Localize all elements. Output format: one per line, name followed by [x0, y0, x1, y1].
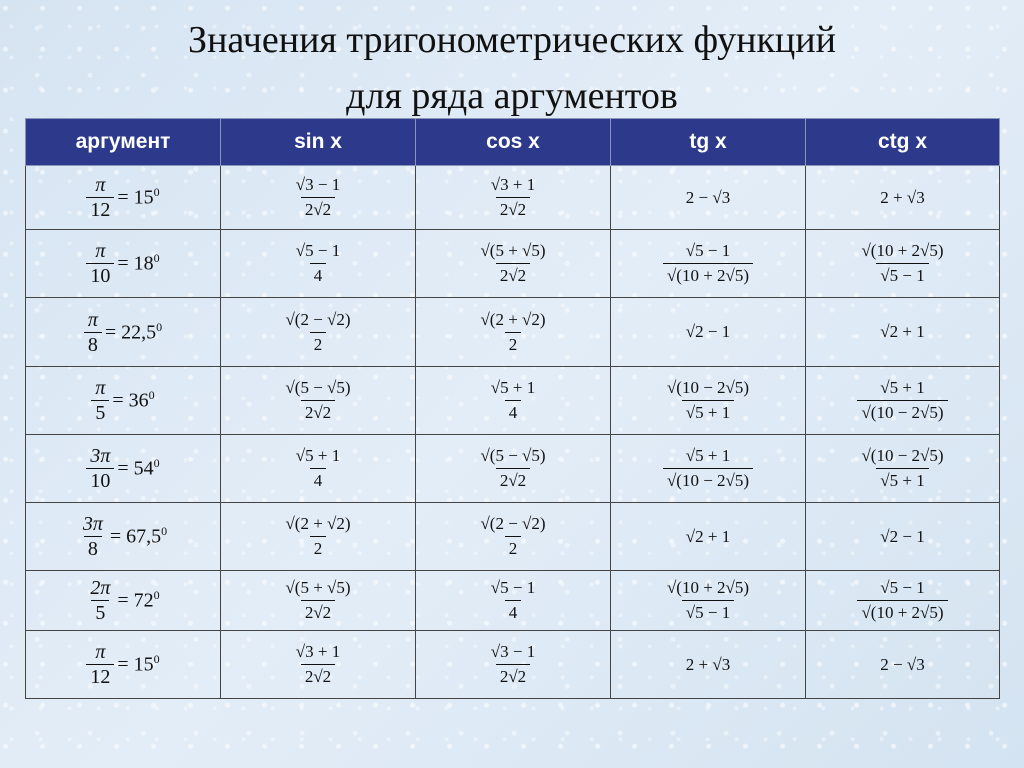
fraction-denominator: 2√2: [301, 400, 335, 423]
table-row: [26, 166, 1000, 230]
tg-fraction: [663, 378, 753, 423]
fraction-denominator: 2: [505, 536, 522, 559]
header-argument: аргумент: [26, 119, 221, 166]
fraction-numerator: √(2 + √2): [480, 309, 546, 329]
fraction-numerator: √5 − 1: [880, 578, 925, 597]
cos-fraction: [487, 642, 539, 687]
header-row: [26, 119, 1000, 166]
tg-value-cell: [611, 298, 806, 367]
ctg-value-cell: [806, 631, 1000, 699]
fraction-numerator: √5 − 1: [685, 241, 731, 260]
argument-degree-value: = 22,5: [104, 321, 157, 344]
fraction-numerator: √(10 − 2√5): [861, 446, 944, 465]
fraction-denominator: √(10 + 2√5): [663, 263, 753, 286]
argument-cell: [26, 571, 221, 631]
argument-degree-value: = 15: [117, 186, 154, 209]
argument-cell: [26, 503, 221, 571]
tg-value-cell: [611, 571, 806, 631]
fraction-numerator: √(5 + √5): [285, 578, 351, 597]
table-row: [26, 435, 1000, 503]
ctg-value-cell: [806, 298, 1000, 367]
fraction-numerator: √3 + 1: [490, 175, 536, 194]
argument-degree-value: = 72: [117, 589, 154, 612]
ctg-value: 2 + √3: [880, 187, 925, 207]
ctg-value-cell: [806, 503, 1000, 571]
argument-fraction: [86, 446, 114, 491]
fraction-denominator: 4: [310, 263, 327, 286]
fraction-numerator: √5 − 1: [295, 241, 341, 260]
sin-value-cell: [221, 571, 416, 631]
fraction-numerator: √(5 − √5): [480, 446, 546, 465]
argument-expression: [86, 446, 159, 491]
fraction-numerator: √(2 + √2): [285, 514, 351, 533]
cos-value-cell: [416, 503, 611, 571]
argument-degrees: [117, 251, 159, 276]
fraction-numerator: √3 − 1: [490, 642, 536, 661]
tg-value: 2 − √3: [685, 187, 731, 207]
fraction-numerator: √5 + 1: [880, 378, 925, 397]
degree-mark: 0: [153, 251, 160, 266]
sin-fraction: [281, 378, 354, 423]
fraction-numerator: √(2 − √2): [480, 514, 546, 533]
fraction-denominator: 2√2: [301, 664, 335, 687]
fraction-denominator: 2√2: [496, 263, 530, 286]
fraction-denominator: √5 − 1: [682, 600, 734, 623]
argument-denominator: 12: [86, 664, 114, 687]
argument-cell: [26, 631, 221, 699]
argument-denominator: 8: [84, 536, 102, 559]
argument-degrees: [117, 185, 159, 210]
argument-degrees: [117, 652, 159, 677]
argument-degree-value: = 15: [117, 653, 154, 676]
sin-fraction: [292, 241, 344, 286]
cos-fraction: [476, 446, 549, 491]
argument-degree-value: = 54: [117, 457, 154, 480]
argument-fraction: [86, 175, 114, 220]
sin-fraction: [292, 642, 344, 687]
fraction-numerator: √3 + 1: [295, 642, 341, 661]
argument-expression: [84, 310, 162, 355]
sin-value-cell: [221, 367, 416, 435]
argument-fraction: [79, 514, 107, 559]
fraction-denominator: √5 + 1: [682, 400, 734, 423]
fraction-numerator: √5 + 1: [490, 378, 536, 397]
fraction-numerator: √(10 + 2√5): [666, 578, 750, 597]
table-row: [26, 503, 1000, 571]
table-body: [26, 166, 1000, 699]
ctg-value-cell: [806, 367, 1000, 435]
cos-value-cell: [416, 230, 611, 298]
ctg-value-cell: [806, 435, 1000, 503]
fraction-numerator: √(10 + 2√5): [861, 241, 944, 260]
argument-numerator: 3π: [82, 513, 103, 535]
argument-degree-value: = 36: [112, 389, 149, 412]
fraction-numerator: √(5 + √5): [480, 241, 546, 260]
fraction-denominator: 2√2: [496, 664, 530, 687]
argument-numerator: π: [95, 377, 106, 399]
fraction-numerator: √5 + 1: [685, 446, 731, 465]
tg-value: √2 − 1: [685, 322, 731, 341]
fraction-denominator: 2√2: [301, 197, 335, 220]
header-tg: tg x: [611, 119, 806, 166]
cos-value-cell: [416, 166, 611, 230]
fraction-numerator: √5 + 1: [295, 446, 341, 465]
sin-value-cell: [221, 230, 416, 298]
argument-degrees: [110, 524, 167, 549]
cos-value-cell: [416, 631, 611, 699]
fraction-denominator: √(10 − 2√5): [857, 400, 947, 423]
argument-fraction: [84, 310, 102, 355]
degree-mark: 0: [148, 388, 155, 403]
page-title-line1: Значения тригонометрических функций: [188, 19, 836, 61]
tg-fraction: [663, 241, 753, 286]
header-ctg: ctg x: [806, 119, 1000, 166]
argument-expression: [86, 241, 159, 286]
ctg-fraction: [857, 446, 947, 491]
argument-denominator: 12: [86, 197, 114, 220]
argument-denominator: 8: [84, 332, 102, 355]
fraction-denominator: 4: [505, 400, 522, 423]
degree-mark: 0: [153, 185, 160, 200]
sin-fraction: [281, 310, 354, 355]
argument-cell: [26, 166, 221, 230]
argument-numerator: π: [95, 174, 106, 196]
argument-denominator: 5: [91, 600, 109, 623]
sin-fraction: [292, 175, 344, 220]
degree-mark: 0: [153, 588, 160, 603]
cos-value-cell: [416, 435, 611, 503]
argument-fraction: [86, 642, 114, 687]
ctg-value: 2 − √3: [880, 654, 925, 674]
ctg-value: √2 + 1: [880, 322, 925, 341]
cos-fraction: [487, 378, 539, 423]
tg-value-cell: [611, 631, 806, 699]
fraction-denominator: 2√2: [496, 197, 530, 220]
cos-fraction: [476, 241, 549, 286]
degree-mark: 0: [156, 319, 163, 334]
fraction-denominator: 2: [505, 332, 522, 355]
argument-cell: [26, 298, 221, 367]
tg-value: √2 + 1: [685, 526, 731, 546]
fraction-denominator: √5 + 1: [876, 468, 928, 491]
fraction-numerator: √(5 − √5): [285, 378, 351, 397]
cos-value-cell: [416, 367, 611, 435]
sin-value-cell: [221, 435, 416, 503]
ctg-value: √2 − 1: [880, 526, 925, 546]
fraction-numerator: √(2 − √2): [285, 309, 351, 329]
argument-cell: [26, 230, 221, 298]
argument-fraction: [86, 578, 114, 623]
fraction-denominator: 4: [505, 600, 522, 623]
cos-fraction: [476, 514, 549, 559]
fraction-denominator: √(10 + 2√5): [857, 600, 947, 623]
cos-value-cell: [416, 298, 611, 367]
argument-degrees: [105, 320, 162, 345]
argument-degrees: [117, 588, 159, 613]
cos-fraction: [476, 310, 549, 355]
cos-fraction: [487, 578, 539, 623]
table-row: [26, 230, 1000, 298]
argument-fraction: [86, 241, 114, 286]
fraction-denominator: 2√2: [496, 468, 530, 491]
fraction-denominator: 2√2: [301, 600, 335, 623]
fraction-numerator: √3 − 1: [295, 175, 341, 194]
argument-numerator: π: [87, 308, 98, 331]
argument-denominator: 10: [86, 468, 114, 491]
tg-value-cell: [611, 230, 806, 298]
fraction-denominator: 2: [310, 536, 327, 559]
argument-degree-value: = 67,5: [109, 525, 162, 548]
fraction-denominator: √5 − 1: [876, 263, 928, 286]
tg-fraction: [663, 578, 753, 623]
fraction-denominator: √(10 − 2√5): [663, 468, 753, 491]
sin-value-cell: [221, 631, 416, 699]
argument-denominator: 10: [86, 263, 114, 286]
degree-mark: 0: [153, 652, 160, 667]
ctg-fraction: [857, 578, 947, 623]
argument-expression: [91, 378, 154, 423]
table-row: [26, 631, 1000, 699]
fraction-denominator: 2: [310, 332, 327, 355]
sin-fraction: [292, 446, 344, 491]
sin-fraction: [281, 578, 354, 623]
ctg-fraction: [857, 378, 947, 423]
header-sin: sin x: [221, 119, 416, 166]
argument-degrees: [117, 456, 159, 481]
argument-expression: [86, 642, 159, 687]
ctg-value-cell: [806, 230, 1000, 298]
degree-mark: 0: [153, 456, 160, 471]
argument-cell: [26, 367, 221, 435]
cos-fraction: [487, 175, 539, 220]
table-row: [26, 367, 1000, 435]
tg-value-cell: [611, 503, 806, 571]
ctg-fraction: [857, 241, 947, 286]
fraction-numerator: √5 − 1: [490, 578, 536, 597]
tg-fraction: [663, 446, 753, 491]
trig-values-table: [25, 118, 1000, 699]
fraction-denominator: 4: [310, 468, 327, 491]
argument-fraction: [91, 378, 109, 423]
argument-numerator: π: [95, 240, 106, 262]
argument-degrees: [112, 388, 154, 413]
fraction-numerator: √(10 − 2√5): [666, 378, 750, 397]
sin-value-cell: [221, 166, 416, 230]
argument-numerator: 2π: [90, 577, 111, 599]
argument-numerator: π: [95, 641, 106, 663]
argument-expression: [86, 578, 159, 623]
ctg-value-cell: [806, 571, 1000, 631]
table-row: [26, 571, 1000, 631]
degree-mark: 0: [161, 524, 168, 539]
table-row: [26, 298, 1000, 367]
tg-value-cell: [611, 435, 806, 503]
sin-value-cell: [221, 503, 416, 571]
tg-value-cell: [611, 367, 806, 435]
argument-denominator: 5: [91, 400, 109, 423]
sin-fraction: [281, 514, 354, 559]
tg-value: 2 + √3: [685, 654, 731, 674]
argument-expression: [79, 514, 167, 559]
sin-value-cell: [221, 298, 416, 367]
argument-degree-value: = 18: [117, 252, 154, 275]
tg-value-cell: [611, 166, 806, 230]
ctg-value-cell: [806, 166, 1000, 230]
header-cos: cos x: [416, 119, 611, 166]
argument-cell: [26, 435, 221, 503]
page-title-line2: для ряда аргументов: [346, 75, 678, 117]
cos-value-cell: [416, 571, 611, 631]
argument-expression: [86, 175, 159, 220]
argument-numerator: 3π: [90, 445, 111, 467]
